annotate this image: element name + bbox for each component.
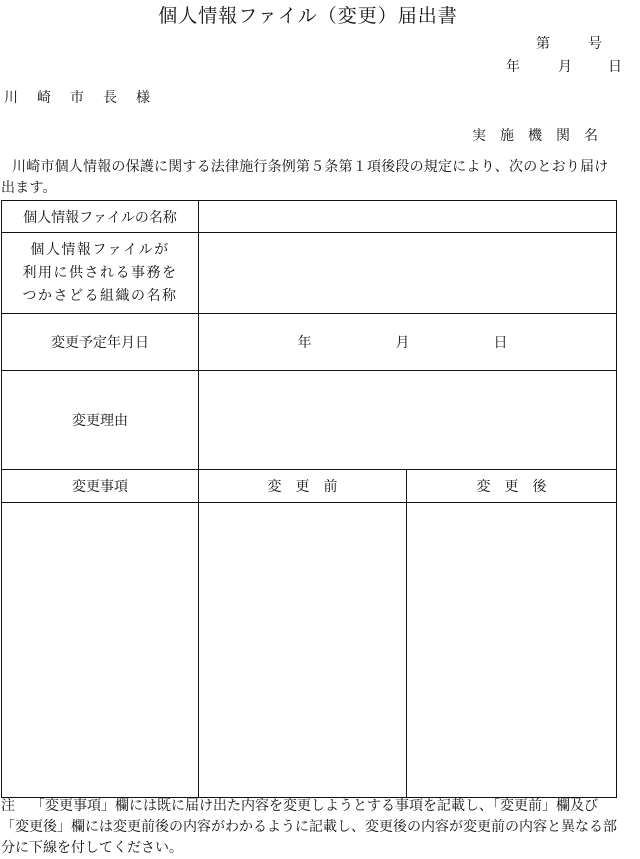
change-after-field[interactable] — [407, 503, 617, 798]
reason-field[interactable] — [199, 371, 617, 470]
change-items-header: 変更事項 — [2, 470, 199, 503]
addressee: 川崎市長様 — [4, 90, 169, 106]
date-day-label: 日 — [608, 59, 622, 75]
submitter-organization: 実施機関名 — [472, 128, 612, 144]
file-name-row — [2, 201, 617, 233]
organization-label-line1: 個人情報ファイルが — [30, 241, 170, 258]
document-number-label: 第号 — [536, 36, 640, 52]
change-items-field[interactable] — [2, 503, 199, 798]
file-name-label: 個人情報ファイルの名称 — [2, 201, 199, 233]
planned-date-label: 変更予定年月日 — [2, 314, 199, 371]
reason-label: 変更理由 — [2, 371, 199, 470]
change-after-header: 変更後 — [407, 470, 617, 503]
file-name-field[interactable] — [199, 201, 617, 233]
organization-field[interactable] — [199, 233, 617, 314]
organization-label-line3: つかさどる組織の名称 — [22, 287, 178, 304]
planned-year-label: 年 — [297, 335, 312, 351]
change-body-row — [2, 503, 617, 798]
document-date — [506, 56, 622, 76]
planned-date-row — [2, 314, 617, 371]
organization-label — [2, 233, 199, 314]
date-month-label: 月 — [558, 59, 572, 75]
planned-date-field[interactable] — [199, 314, 617, 371]
footnote-label: 注 — [1, 798, 15, 814]
footnote — [1, 796, 617, 859]
planned-date-units — [189, 332, 616, 352]
reason-row — [2, 371, 617, 470]
planned-month-label: 月 — [395, 335, 410, 351]
change-before-header: 変更前 — [199, 470, 407, 503]
change-header-row — [2, 470, 617, 503]
intro-paragraph: 川崎市個人情報の保護に関する法律施行条例第５条第１項後段の規定により、次のとおり届け出ます。 — [1, 159, 609, 196]
organization-row — [2, 233, 617, 314]
change-before-field[interactable] — [199, 503, 407, 798]
date-year-label: 年 — [506, 59, 520, 75]
planned-day-label: 日 — [493, 335, 508, 351]
footnote-text: 「変更事項」欄には既に届け出た内容を変更しようとする事項を記載し、「変更前」欄及び「変更後」欄には変更前後の内容がわかるように記載し、変更後の内容が変更前の内容と異なる部分に下線を付してください。 — [1, 798, 617, 856]
notification-form-table — [1, 200, 617, 798]
document-title: 個人情報ファイル（変更）届出書 — [158, 5, 458, 27]
organization-label-line2: 利用に供される事務を — [22, 264, 178, 281]
